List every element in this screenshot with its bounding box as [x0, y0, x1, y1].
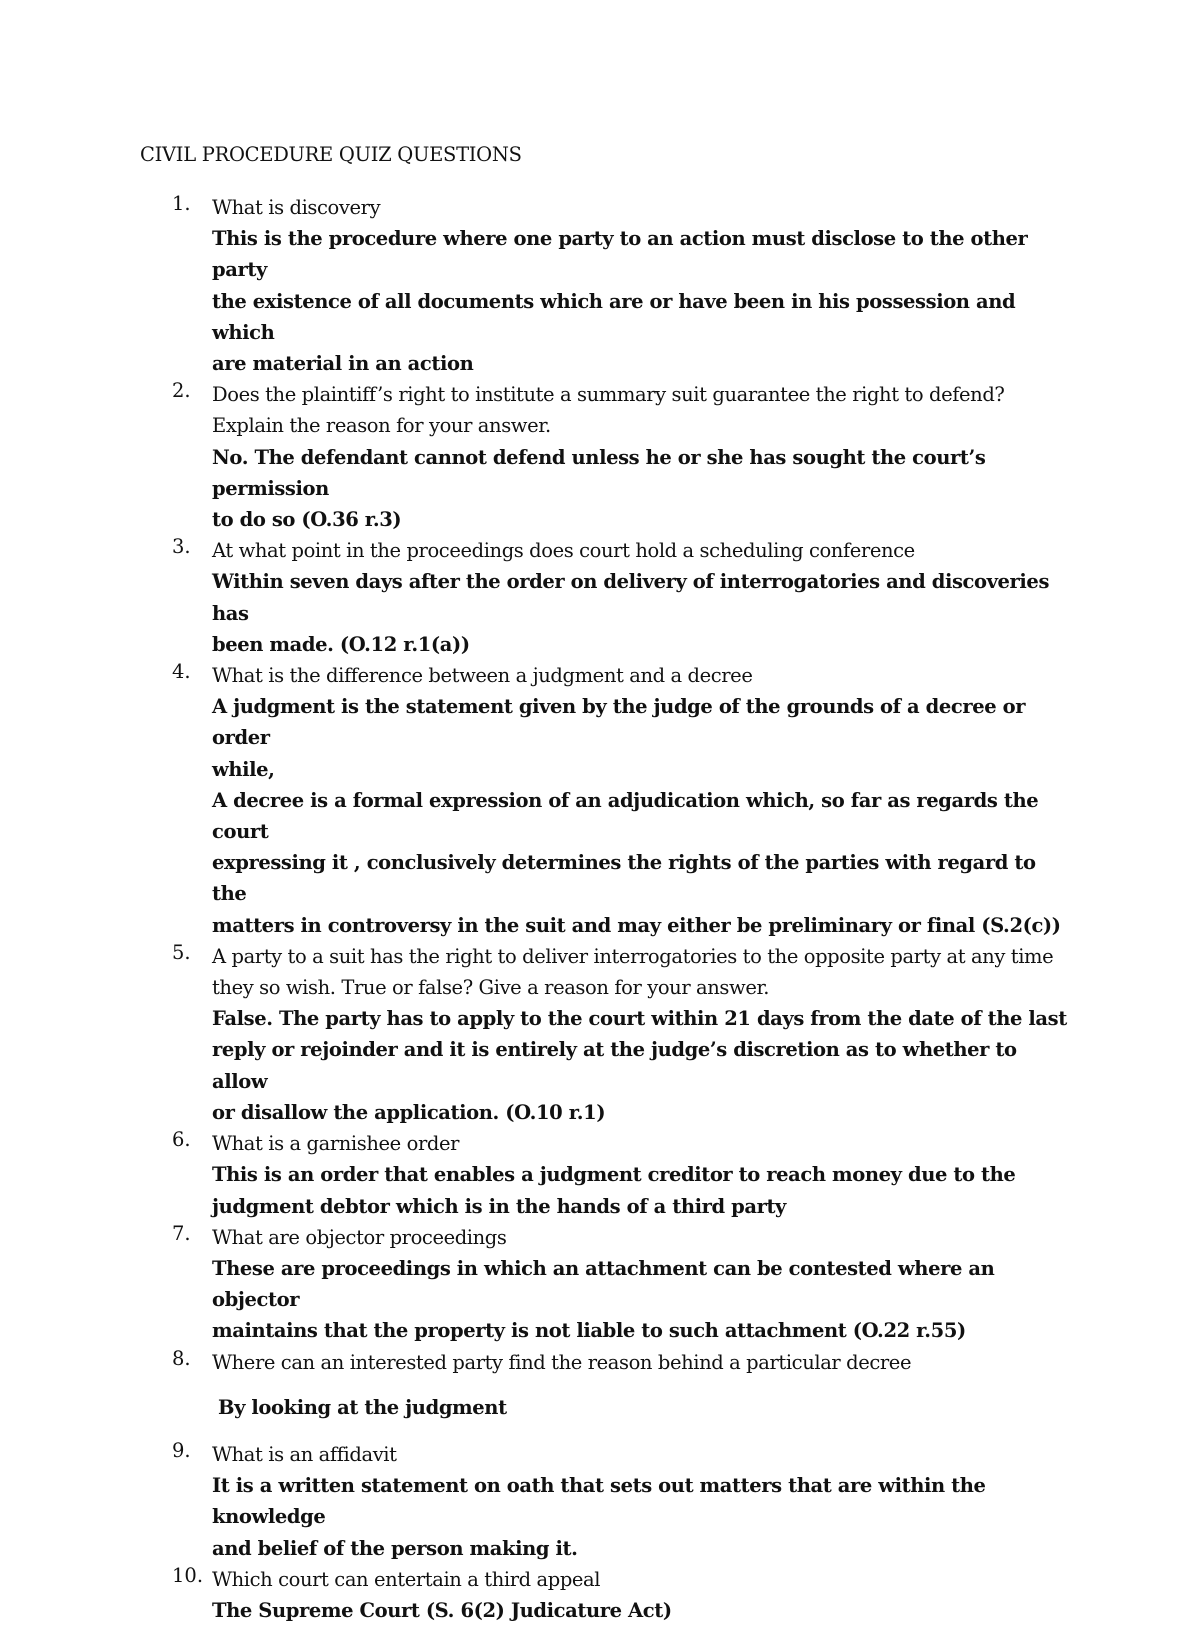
answer-text: matters in controversy in the suit and may either be preliminary or final (S.2(c))	[212, 913, 1061, 937]
answer-text: or disallow the application. (O.10 r.1)	[212, 1100, 606, 1124]
answer-text: Within seven days after the order on delivery of interrogatories and discoveries has	[212, 570, 1050, 625]
item-number: 2.	[172, 379, 191, 403]
answer-text: No. The defendant cannot defend unless he or she has sought the court’s permission	[212, 445, 986, 500]
answer-text: The Supreme Court (S. 6(2) Judicature Act)	[212, 1598, 672, 1622]
list-item	[0, 660, 1200, 941]
item-number: 5.	[172, 940, 191, 964]
answer-text: maintains that the property is not liable to such attachment (O.22 r.55)	[212, 1319, 966, 1343]
question-text: they so wish. True or false? Give a reason for your answer.	[212, 976, 770, 1000]
question-text: What are objector proceedings	[212, 1225, 507, 1249]
answer-text: judgment debtor which is in the hands of a third party	[212, 1194, 786, 1218]
item-number: 3.	[172, 535, 191, 559]
answer-text: and belief of the person making it.	[212, 1536, 578, 1560]
question-text: Does the plaintiff’s right to institute a summary suit guarantee the right to defend?	[212, 383, 1005, 407]
question-list	[0, 192, 1200, 1626]
question-text: What is discovery	[212, 196, 381, 219]
list-item	[0, 941, 1200, 1128]
answer-text: By looking at the judgment	[218, 1395, 507, 1419]
item-number: 6.	[172, 1128, 191, 1152]
answer-text: It is a written statement on oath that sets out matters that are within the knowledge	[212, 1474, 986, 1529]
answer-text: A judgment is the statement given by the judge of the grounds of a decree or order	[212, 695, 1026, 750]
answer-text: These are proceedings in which an attachment can be contested where an objector	[212, 1256, 995, 1312]
question-text: What is the difference between a judgment and a decree	[212, 664, 753, 688]
answer-text: are material in an action	[212, 352, 474, 376]
question-text: What is a garnishee order	[212, 1132, 460, 1156]
question-text: Explain the reason for your answer.	[212, 414, 551, 438]
list-item	[0, 379, 1200, 535]
question-text: At what point in the proceedings does court hold a scheduling conference	[212, 539, 915, 563]
item-number: 1.	[172, 192, 191, 215]
list-item	[0, 1128, 1200, 1222]
answer-text: A decree is a formal expression of an adjudication which, so far as regards the court	[212, 788, 1039, 844]
answer-text: This is the procedure where one party to an action must disclose to the other party	[212, 227, 1028, 282]
list-item	[0, 535, 1200, 660]
answer-text: expressing it , conclusively determines the rights of the parties with regard to the	[212, 851, 1036, 906]
question-text: What is an affidavit	[212, 1442, 397, 1466]
question-text: Which court can entertain a third appeal	[212, 1567, 601, 1591]
list-item	[0, 1347, 1200, 1439]
answer-text: reply or rejoinder and it is entirely at the judge’s discretion as to whether to allow	[212, 1038, 1017, 1093]
list-item	[0, 1439, 1200, 1564]
answer-text: been made. (O.12 r.1(a))	[212, 632, 470, 656]
answer-text: False. The party has to apply to the court within 21 days from the date of the last	[212, 1007, 1067, 1031]
item-number: 4.	[172, 660, 191, 684]
item-number: 9.	[172, 1438, 191, 1462]
question-text: Where can an interested party find the reason behind a particular decree	[212, 1350, 912, 1374]
list-item	[0, 192, 1200, 379]
item-number: 8.	[172, 1346, 191, 1370]
list-item	[0, 1222, 1200, 1347]
list-item	[0, 1564, 1200, 1626]
question-text: A party to a suit has the right to deliver interrogatories to the opposite party at any time	[212, 944, 1054, 968]
document-title: CIVIL PROCEDURE QUIZ QUESTIONS	[140, 143, 522, 166]
answer-text: This is an order that enables a judgment creditor to reach money due to the	[212, 1163, 1016, 1187]
item-number: 10.	[172, 1563, 204, 1587]
item-number: 7.	[172, 1221, 191, 1245]
answer-text: the existence of all documents which are or have been in his possession and which	[212, 289, 1016, 344]
answer-text: to do so (O.36 r.3)	[212, 508, 402, 532]
answer-text: while,	[212, 757, 275, 781]
